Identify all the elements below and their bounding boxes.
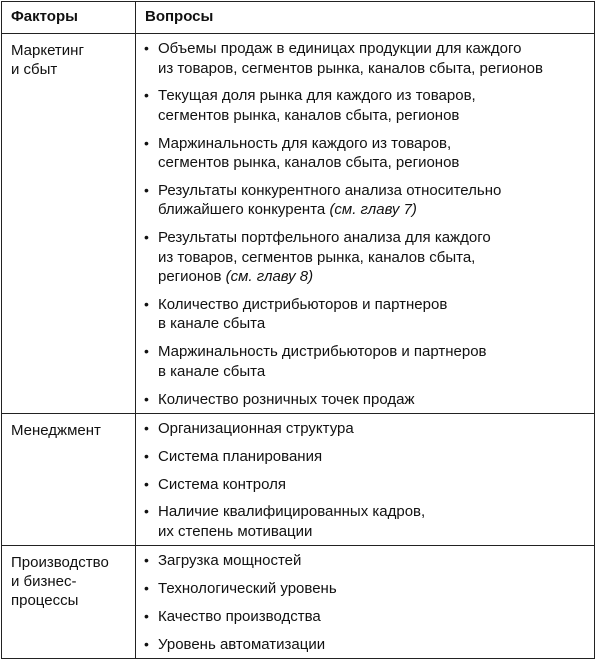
question-line xyxy=(158,607,594,627)
question-line xyxy=(158,362,594,382)
bullet-icon: • xyxy=(144,420,149,437)
question-text: Технологический уровень xyxy=(158,580,337,598)
factor-label-line: Производство xyxy=(11,554,109,572)
bullet-icon: • xyxy=(144,475,149,492)
chapter-reference: (см. главу 7) xyxy=(329,201,417,219)
question-item xyxy=(144,475,594,495)
bullet-icon: • xyxy=(144,390,149,407)
question-item xyxy=(144,579,594,599)
question-text: Результаты портфельного анализа для каждого xyxy=(158,229,491,247)
bullet-icon: • xyxy=(144,181,149,198)
bullet-icon: • xyxy=(144,635,149,652)
factors-table xyxy=(1,1,595,659)
factor-label-line: процессы xyxy=(11,592,79,610)
question-item xyxy=(144,228,594,287)
question-text: Количество дистрибьюторов и партнеров xyxy=(158,295,448,313)
question-item xyxy=(144,390,594,410)
question-text: Количество розничных точек продаж xyxy=(158,390,415,408)
question-line xyxy=(158,502,594,522)
question-line xyxy=(158,447,594,467)
question-list xyxy=(144,551,594,654)
question-line xyxy=(158,475,594,495)
question-line xyxy=(158,635,594,655)
question-text: Наличие квалифицированных кадров, xyxy=(158,503,426,521)
question-item xyxy=(144,447,594,467)
bullet-icon: • xyxy=(144,87,149,104)
question-item xyxy=(144,181,594,220)
question-text: сегментов рынка, каналов сбыта, регионов xyxy=(158,154,460,172)
question-line xyxy=(158,295,594,315)
factor-label-line: Менеджмент xyxy=(11,422,101,440)
question-line xyxy=(158,248,594,268)
question-text: сегментов рынка, каналов сбыта, регионов xyxy=(158,106,460,124)
question-list xyxy=(144,419,594,541)
question-list xyxy=(144,39,594,409)
questions-cell xyxy=(136,546,595,659)
question-item xyxy=(144,635,594,655)
question-item xyxy=(144,607,594,627)
bullet-icon: • xyxy=(144,447,149,464)
question-text: Объемы продаж в единицах продукции для каждого xyxy=(158,40,522,57)
table-row xyxy=(2,414,595,546)
question-text: в канале сбыта xyxy=(158,315,266,333)
question-line xyxy=(158,106,594,126)
question-text: Система планирования xyxy=(158,447,323,465)
question-line xyxy=(158,181,594,201)
bullet-icon: • xyxy=(144,343,149,360)
questions-cell xyxy=(136,414,595,546)
question-item xyxy=(144,502,594,541)
question-text: ближайшего конкурента xyxy=(158,201,326,219)
question-line xyxy=(158,419,594,439)
header-factors: Факторы xyxy=(2,2,136,34)
question-item xyxy=(144,342,594,381)
question-item xyxy=(144,295,594,334)
question-text: в канале сбыта xyxy=(158,362,266,380)
question-text: Уровень автоматизации xyxy=(158,635,326,653)
question-text: Маржинальность дистрибьюторов и партнеров xyxy=(158,343,487,361)
factor-label-line: и сбыт xyxy=(11,61,58,78)
question-line xyxy=(158,314,594,334)
question-line xyxy=(158,551,594,571)
bullet-icon: • xyxy=(144,229,149,246)
bullet-icon: • xyxy=(144,295,149,312)
bullet-icon: • xyxy=(144,608,149,625)
bullet-icon: • xyxy=(144,552,149,569)
bullet-icon: • xyxy=(144,580,149,597)
question-text: из товаров, сегментов рынка, каналов сбыта, регионов xyxy=(158,59,543,77)
question-line xyxy=(158,86,594,106)
question-text: Результаты конкурентного анализа относительно xyxy=(158,181,502,199)
table-row xyxy=(2,34,595,414)
question-text: Организационная структура xyxy=(158,420,354,438)
header-row xyxy=(2,2,595,34)
factor-cell xyxy=(2,546,136,659)
question-item xyxy=(144,134,594,173)
chapter-reference: (см. главу 8) xyxy=(225,268,314,286)
question-line xyxy=(158,59,594,79)
question-line xyxy=(158,522,594,542)
question-text: из товаров, сегментов рынка, каналов сбыта, xyxy=(158,248,476,266)
bullet-icon: • xyxy=(144,134,149,151)
question-item xyxy=(144,551,594,571)
table-body xyxy=(2,34,595,659)
question-line xyxy=(158,39,594,59)
question-text: Качество производства xyxy=(158,608,321,626)
question-item xyxy=(144,86,594,125)
question-line xyxy=(158,267,594,287)
question-text: Система контроля xyxy=(158,475,287,493)
question-item xyxy=(144,39,594,78)
header-questions: Вопросы xyxy=(136,2,595,34)
factor-label-line: и бизнес- xyxy=(11,573,77,591)
question-line xyxy=(158,579,594,599)
question-line xyxy=(158,390,594,410)
question-text: Маржинальность для каждого из товаров, xyxy=(158,134,452,152)
question-line xyxy=(158,153,594,173)
question-line xyxy=(158,342,594,362)
question-text: регионов xyxy=(158,268,222,286)
questions-cell xyxy=(136,34,595,414)
bullet-icon: • xyxy=(144,40,149,56)
question-text: Загрузка мощностей xyxy=(158,552,302,570)
question-item xyxy=(144,419,594,439)
factor-label-line: Маркетинг xyxy=(11,42,84,59)
question-text: их степень мотивации xyxy=(158,522,313,540)
table-row xyxy=(2,546,595,659)
question-text: Текущая доля рынка для каждого из товаров, xyxy=(158,87,476,105)
factor-cell xyxy=(2,34,136,414)
question-line xyxy=(158,228,594,248)
question-line xyxy=(158,200,594,220)
factor-cell xyxy=(2,414,136,546)
bullet-icon: • xyxy=(144,503,149,520)
question-line xyxy=(158,134,594,154)
